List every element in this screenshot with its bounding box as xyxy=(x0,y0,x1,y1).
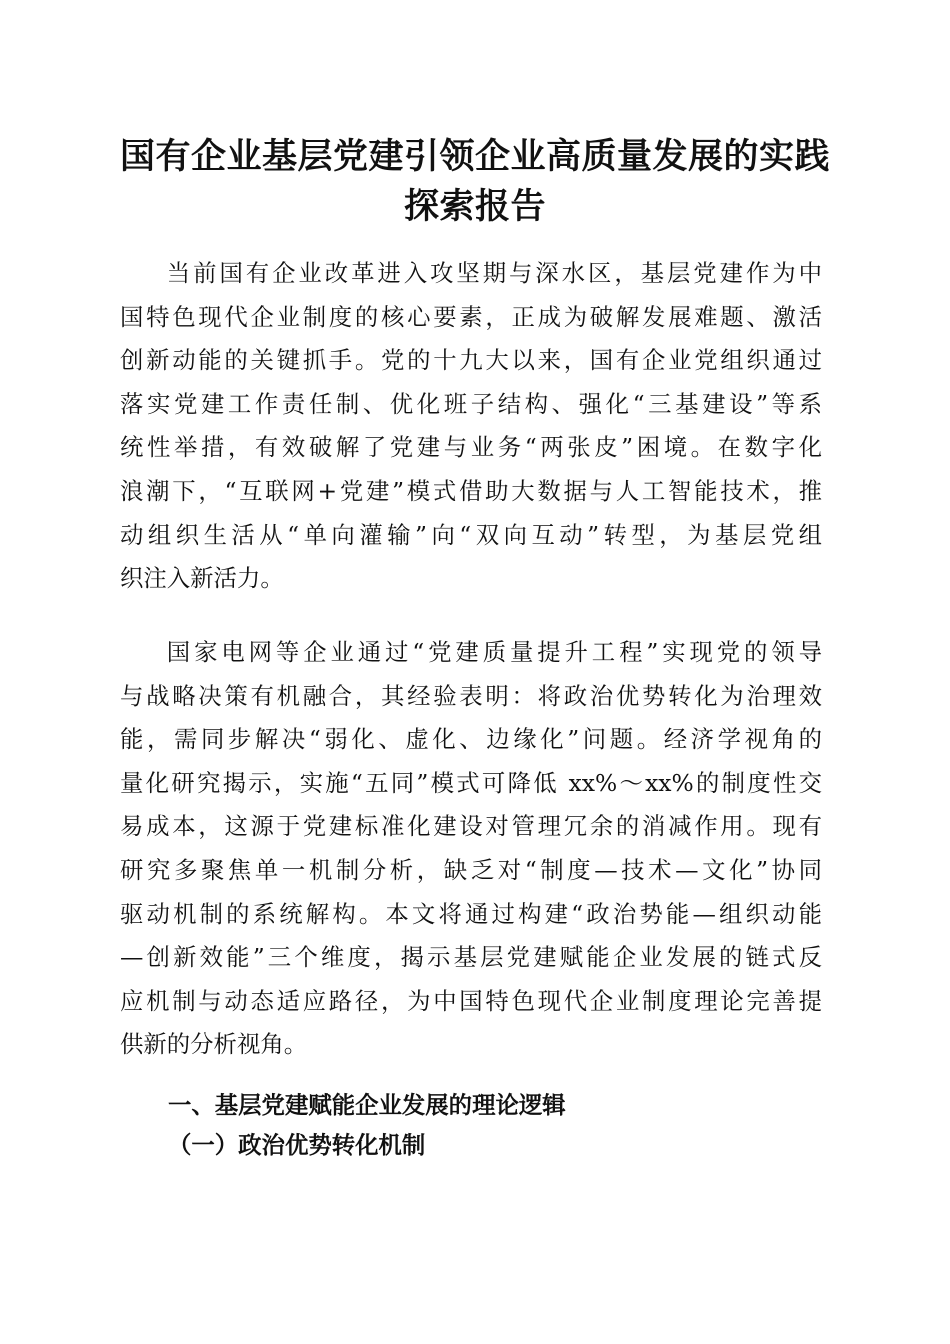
paragraph-line: 国特色现代企业制度的核心要素，正成为破解发展难题、激活 xyxy=(120,302,822,331)
title-line-1: 国有企业基层党建引领企业高质量发展的实践 xyxy=(119,137,830,177)
subsection-heading: （一）政治优势转化机制 xyxy=(168,1131,426,1159)
paragraph-line: 当前国有企业改革进入攻坚期与深水区，基层党建作为中 xyxy=(166,259,822,287)
paragraph-line: 驱动机制的系统解构。本文将通过构建“政治势能—组织动能 xyxy=(120,899,822,928)
paragraph-line: 动组织生活从“单向灌输”向“双向互动”转型，为基层党组 xyxy=(120,520,822,549)
paragraph-line: 量化研究揭示，实施“五同”模式可降低 xx%～xx%的制度性交 xyxy=(120,768,822,797)
paragraph-line: 研究多聚焦单一机制分析，缺乏对“制度—技术—文化”协同 xyxy=(120,855,822,884)
paragraph-line: 浪潮下，“互联网+党建”模式借助大数据与人工智能技术，推 xyxy=(120,476,822,505)
paragraph-line: 统性举措，有效破解了党建与业务“两张皮”困境。在数字化 xyxy=(120,433,822,462)
paragraph-line: 创新动能的关键抓手。党的十九大以来，国有企业党组织通过 xyxy=(120,346,822,375)
paragraph-line: 与战略决策有机融合，其经验表明：将政治优势转化为治理效 xyxy=(120,681,822,710)
paragraph-line: 易成本，这源于党建标准化建设对管理冗余的消减作用。现有 xyxy=(120,812,822,841)
paragraph-2 xyxy=(120,631,822,1067)
paragraph-line: 国家电网等企业通过“党建质量提升工程”实现党的领导 xyxy=(166,638,822,666)
paragraph-line: 供新的分析视角。 xyxy=(120,1030,308,1059)
paragraph-line: —创新效能”三个维度，揭示基层党建赋能企业发展的链式反 xyxy=(120,943,822,972)
paragraph-1 xyxy=(120,252,822,601)
title-line-2: 探索报告 xyxy=(403,187,546,227)
section-heading: 一、基层党建赋能企业发展的理论逻辑 xyxy=(168,1091,566,1119)
paragraph-line: 落实党建工作责任制、优化班子结构、强化“三基建设”等系 xyxy=(120,389,822,418)
document-title xyxy=(110,132,840,232)
paragraph-line: 织注入新活力。 xyxy=(120,564,284,593)
paragraph-line: 应机制与动态适应路径，为中国特色现代企业制度理论完善提 xyxy=(120,986,822,1015)
paragraph-line: 能，需同步解决“弱化、虚化、边缘化”问题。经济学视角的 xyxy=(120,725,822,754)
